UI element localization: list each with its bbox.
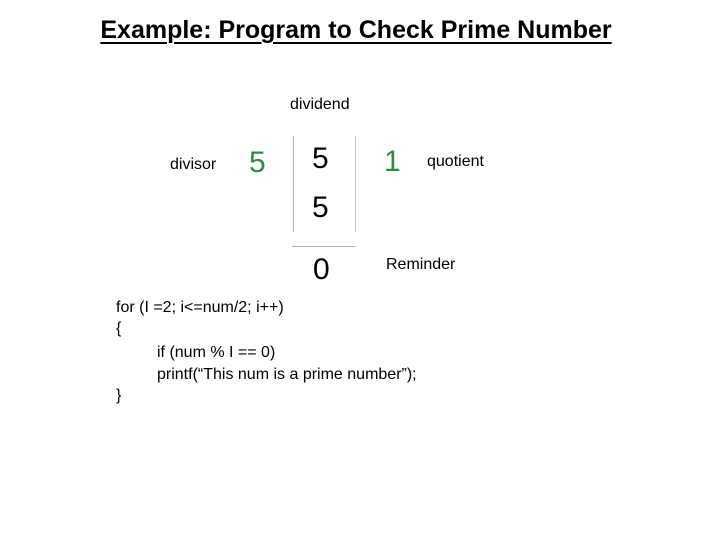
divisor-digit: 5: [249, 146, 266, 179]
slide-title: Example: Program to Check Prime Number: [100, 16, 612, 44]
division-bracket-right-line: [355, 136, 356, 232]
code-line-if: if (num % I == 0): [157, 344, 276, 361]
product-digit: 5: [312, 191, 329, 224]
division-bracket-left-line: [293, 136, 294, 232]
divisor-label: divisor: [170, 156, 217, 173]
dividend-digit: 5: [312, 142, 329, 175]
subtraction-line: [292, 246, 355, 247]
quotient-label: quotient: [427, 153, 484, 170]
code-line-for: for (I =2; i<=num/2; i++): [116, 299, 284, 316]
code-line-open-brace: {: [116, 320, 122, 337]
dividend-label: dividend: [290, 96, 350, 113]
remainder-label: Reminder: [386, 256, 456, 273]
quotient-digit: 1: [384, 145, 401, 178]
code-line-close-brace: }: [116, 387, 122, 404]
code-line-printf: printf(“This num is a prime number”);: [157, 366, 417, 383]
remainder-digit: 0: [313, 253, 330, 286]
